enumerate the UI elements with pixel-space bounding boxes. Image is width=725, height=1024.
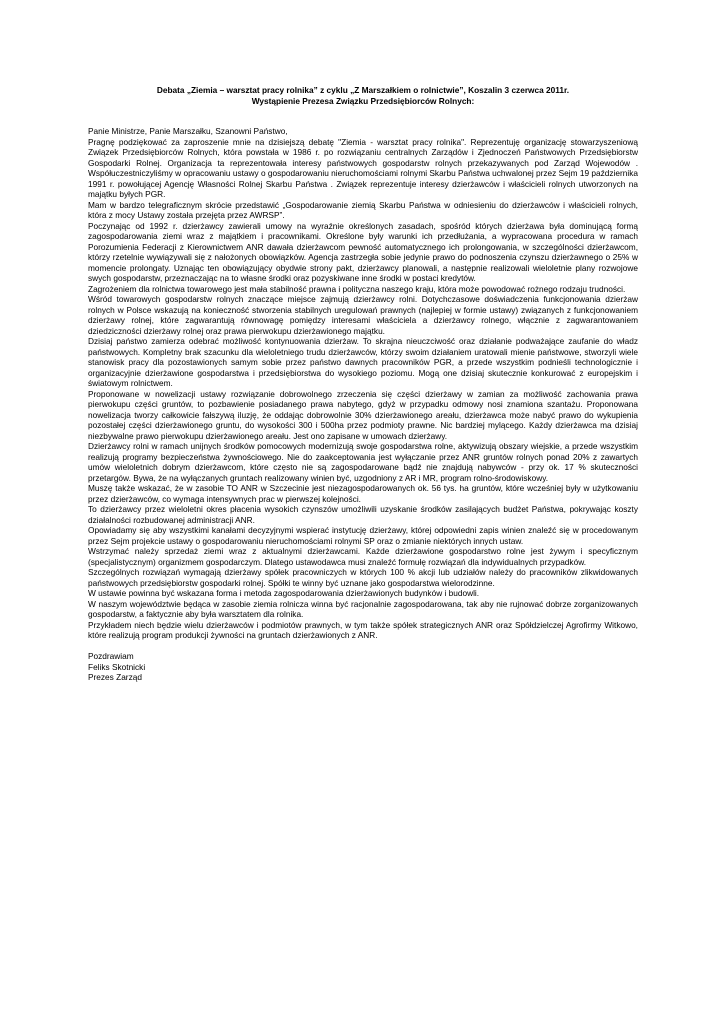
title-spacer (88, 106, 638, 126)
paragraph: Wstrzymać należy sprzedaż ziemi wraz z aktualnymi dzierżawcami. Każde dzierżawione gospodarstwo rolne jest żywym i specyficznym (specjalistycznym) organizmem gospodarczym. Dlatego ustawodawca musi znaleźć formułę rozwiązań dla indywidualnych przypadków. (88, 546, 638, 567)
greeting: Panie Ministrze, Panie Marszałku, Szanowni Państwo, (88, 126, 288, 136)
signature-block (88, 651, 638, 683)
paragraph: Poczynając od 1992 r. dzierżawcy zawierali umowy na wyraźnie określonych zasadach, spośród których dzierżawa była dominującą formą zagospodarowania ziemi wraz z majątkiem i pracownikami. Określone były warunki ich przedłużania, a wypracowana procedura w ramach Porozumienia Federacji z Kierownictwem ANR dawała dzierżawcom pewność automatycznego ich prolongowania, w szczególności dzierżawcom, którzy rzetelnie wywiązywali się z nałożonych obowiązków. Agencja zastrzegła sobie jedynie prawo do podnoszenia czynszu dzierżawnego o 25% w momencie prolongaty. Uznając ten obowiązujący obydwie strony pakt, dzierżawcy planowali, a następnie realizowali wieloletnie plany rozwojowe swych gospodarstw, przeznaczając na to własne środki oraz pozyskiwane inne środki w postaci kredytów. (88, 220, 638, 283)
document-title: Debata „Ziemia – warsztat pracy rolnika” z cyklu „Z Marszałkiem o rolnictwie”, Koszalin 3 czerwca 2011r. (156, 85, 570, 95)
closing-greeting: Pozdrawiam (88, 651, 134, 661)
signer-title: Prezes Zarząd (88, 672, 142, 682)
paragraph: Przykładem niech będzie wielu dzierżawców i podmiotów prawnych, w tym także spółek strategicznych ANR oraz Spółdzielczej Agrofirmy Witkowo, które realizują program produkcji żywności na gruntach dzierżawionych z ANR. (88, 619, 638, 640)
paragraph: Mam w bardzo telegraficznym skrócie przedstawić „Gospodarowanie ziemią Skarbu Państwa w odniesieniu do dzierżawców i właścicieli rolnych, która z mocy Ustawy została przejęta przez AWRSP”. (88, 199, 638, 220)
paragraph: Pragnę podziękować za zaproszenie mnie na dzisiejszą debatę "Ziemia - warsztat pracy rolnika". Reprezentuję organizację stowarzyszeniową Związek Przedsiębiorców Rolnych, która powstała w 1986 r. po rozwiązaniu centralnych Zarządów i Zjednoczeń Państwowych Przedsiębiorstw Gospodarki Rolnej. Organizacja ta reprezentowała interesy państwowych gospodarstw rolnych przekazywanych pod Zarząd Wojewodów . Współuczestniczyliśmy w opracowaniu ustawy o gospodarowaniu nieruchomościami rolnymi Skarbu Państwa uchwalonej przez Sejm 19 października 1991 r. powołującej Agencję Własności Rolnej Skarbu Państwa . Związek reprezentuje interesy dzierżawców i właścicieli rolnych utworzonych na majątku byłych PGR. (88, 136, 638, 199)
paragraph: W naszym województwie będąca w zasobie ziemia rolnicza winna być racjonalnie zagospodarowana, tak aby nie rujnować dobrze zorganizowanych gospodarstw, a faktycznie aby była warsztatem dla rolnika. (88, 598, 638, 619)
document-body (88, 126, 638, 641)
document-page (88, 85, 638, 683)
paragraph: Zagrożeniem dla rolnictwa towarowego jest mała stabilność prawna i polityczna naszego kraju, która może powodować rożnego rodzaju trudności. (88, 283, 626, 294)
paragraph: Dzisiaj państwo zamierza odebrać możliwość kontynuowania dzierżaw. To skrajna nieuczciwość oraz działanie podważające zaufanie do władz państwowych. Kompletny brak szacunku dla wieloletniego trudu dzierżawców, którzy swoim działaniem uratowali mienie państwowe, stworzyli wiele stanowisk pracy dla pozostawionych samym sobie przez państwo dawnych pracowników PGR, a przede wszystkim podnieśli technologicznie i organizacyjnie dzierżawione gospodarstwa i przedsiębiorstwa do wysokiego poziomu. Mogą one dzisiaj skutecznie konkurować z europejskim i światowym rolnictwem. (88, 336, 638, 388)
closing-spacer (88, 641, 638, 652)
paragraph: Szczególnych rozwiązań wymagają dzierżawy spółek pracowniczych w których 100 % akcji lub udziałów należy do pracowników zlikwidowanych państwowych przedsiębiorstw gospodarki rolnej. Spółki te winny być uznane jako gospodarstwa wielorodzinne. (88, 567, 638, 588)
paragraph: To dzierżawcy przez wieloletni okres płacenia wysokich czynszów umożliwili uzyskanie środków zasilających budżet Państwa, pokrywając koszty działalności rozbudowanej administracji ANR. (88, 504, 638, 525)
paragraph: Dzierżawcy rolni w ramach unijnych środków pomocowych modernizują swoje gospodarstwa rolne, aktywizują obszary wiejskie, a przede wszystkim realizują programy bezpieczeństwa żywnościowego. Nie do zaakceptowania jest wyłączanie przez ANR gruntów rolnych ponad 20% z zawartych umów wieloletnich dobrym dzierżawcom, które często nie są zagospodarowane bądź nie znajdują nabywców - przy ok. 17 % skuteczności przetargów. Bywa, że na wyłączanych gruntach realizowany winien być, uzgodniony z AR i MR, program rolno-środowiskowy. (88, 441, 638, 483)
paragraph: Wśród towarowych gospodarstw rolnych znaczące miejsce zajmują dzierżawcy rolni. Dotychczasowe doświadczenia funkcjonowania dzierżaw rolnych w Polsce wskazują na konieczność stworzenia stabilnych uregulowań prawnych (najlepiej w formie ustawy) związanych z funkcjonowaniem dzierżawy rolnej, które zagwarantują równowagę pomiędzy interesami właściciela a dzierżawcy rolnego, włącznie z zagwarantowaniem dziedziczności dzierżawy rolnej oraz prawa pierwokupu dzierżawionego majątku. (88, 294, 638, 336)
paragraph: W ustawie powinna być wskazana forma i metoda zagospodarowania dzierżawionych budynków i budowli. (88, 588, 480, 598)
paragraph: Opowiadamy się aby wszystkimi kanałami decyzyjnymi wspierać instytucję dzierżawy, której odpowiedni zapis winien znaleźć się w procedowanym przez Sejm projekcie ustawy o gospodarowaniu nieruchomościami rolnymi SP oraz o zmianie niektórych innych ustaw. (88, 525, 638, 546)
paragraph: Muszę także wskazać, że w zasobie TO ANR w Szczecinie jest niezagospodarowanych ok. 56 tys. ha gruntów, które wcześniej były w użytkowaniu przez dzierżawców, co wymaga intensywnych prac w pierwszej kolejności. (88, 483, 638, 504)
signer-name: Feliks Skotnicki (88, 661, 146, 672)
paragraph: Proponowane w nowelizacji ustawy rozwiązanie dobrowolnego zrzeczenia się części dzierżawy w zamian za możliwość zachowania prawa pierwokupu części gruntów, to pozbawienie posiadanego prawa nabytego, gdyż w przypadku odmowy nosi znamiona szantażu. Proponowana nowelizacja tworzy całkowicie fałszywą iluzję, że oddając dobrowolnie 30% dzierżawionego areału, dzierżawca może nabyć prawo do wykupienia pozostałej części dzierżawionego gruntu, do wysokości 300 i 500ha przez podmioty prawne. Nic bardziej mylącego. Każdy dzierżawca ma dzisiaj niezbywalne prawo pierwokupu dzierżawionego areału. Jest ono zapisane w umowach dzierżawy. (88, 388, 638, 441)
document-subtitle: Wystąpienie Prezesa Związku Przedsiębiorców Rolnych: (251, 95, 475, 106)
